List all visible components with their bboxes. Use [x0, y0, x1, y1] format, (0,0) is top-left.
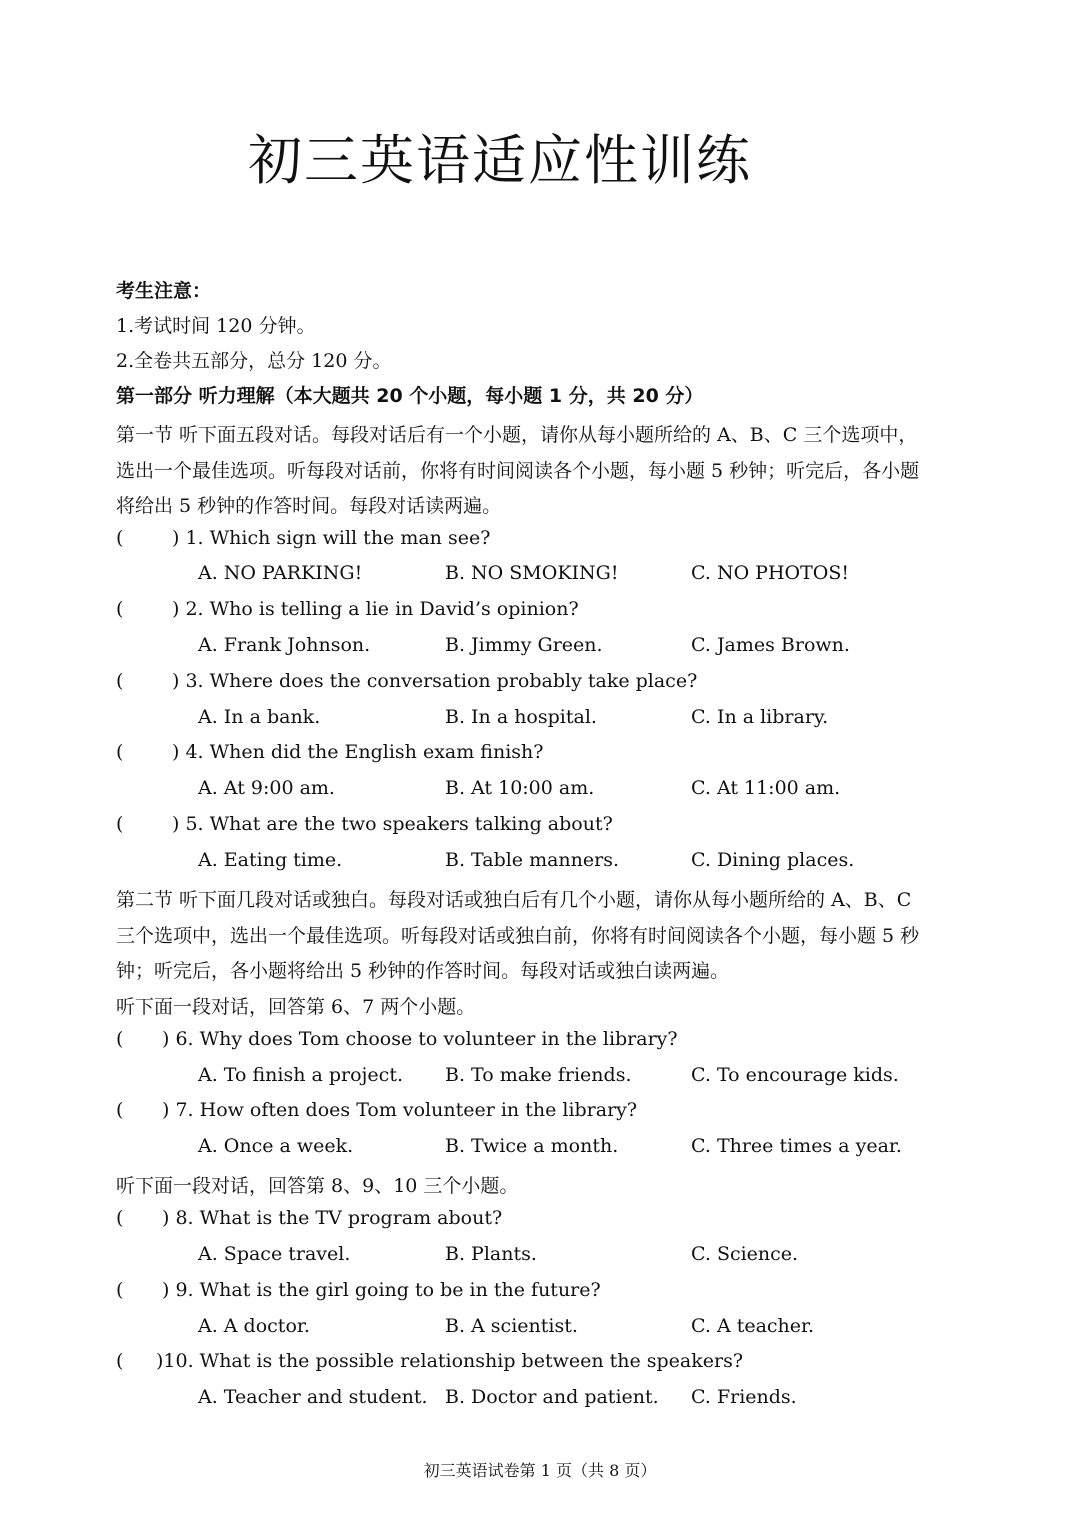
- section2-instruction-line: 三个选项中，选出一个最佳选项。听每段对话或独白前，你将有时间阅读各个小题，每小题 5 秒: [116, 925, 920, 947]
- option-c: C. Friends.: [691, 1386, 797, 1408]
- notice-item-1: 1.考试时间 120 分钟。: [116, 315, 316, 337]
- option-c: C. Science.: [691, 1243, 799, 1265]
- option-b: B. Twice a month.: [445, 1135, 619, 1157]
- question-5: [116, 813, 613, 835]
- part1-heading: 第一部分 听力理解（本大题共 20 个小题，每小题 1 分，共 20 分）: [116, 385, 704, 407]
- option-a: A. Eating time.: [198, 849, 343, 871]
- question-9: [116, 1279, 601, 1301]
- option-b: B. NO SMOKING!: [445, 562, 619, 584]
- option-a: A. At 9:00 am.: [198, 777, 335, 799]
- option-c: C. In a library.: [691, 706, 829, 728]
- answer-blank[interactable]: (: [116, 527, 124, 549]
- question-stem: ) 7. How often does Tom volunteer in the library?: [162, 1099, 638, 1121]
- question-stem: ) 1. Which sign will the man see?: [172, 527, 491, 549]
- question-stem: )10. What is the possible relationship between the speakers?: [156, 1350, 744, 1372]
- question-6: [116, 1028, 678, 1050]
- dialogue-instruction: 听下面一段对话，回答第 6、7 两个小题。: [116, 996, 476, 1018]
- question-7: [116, 1099, 637, 1121]
- section1-instruction-line: 选出一个最佳选项。听每段对话前，你将有时间阅读各个小题，每小题 5 秒钟；听完后，各小题: [116, 460, 920, 482]
- option-a: A. Space travel.: [198, 1243, 351, 1265]
- answer-blank[interactable]: (: [116, 1028, 124, 1050]
- option-b: B. Jimmy Green.: [445, 634, 603, 656]
- option-a: A. A doctor.: [198, 1315, 310, 1337]
- option-b: B. A scientist.: [445, 1315, 578, 1337]
- option-a: A. Once a week.: [198, 1135, 354, 1157]
- option-b: B. To make friends.: [445, 1064, 632, 1086]
- option-c: C. To encourage kids.: [691, 1064, 899, 1086]
- option-c: C. At 11:00 am.: [691, 777, 841, 799]
- question-stem: ) 8. What is the TV program about?: [162, 1207, 503, 1229]
- section1-instruction-line: 将给出 5 秒钟的作答时间。每段对话读两遍。: [116, 495, 502, 517]
- section1-instruction-line: 第一节 听下面五段对话。每段对话后有一个小题，请你从每小题所给的 A、B、C 三个选项中，: [116, 424, 918, 446]
- option-b: B. Plants.: [445, 1243, 537, 1265]
- section2-instruction-line: 钟；听完后，各小题将给出 5 秒钟的作答时间。每段对话或独白读两遍。: [116, 960, 730, 982]
- question-stem: ) 3. Where does the conversation probably take place?: [172, 670, 698, 692]
- page-title: 初三英语适应性训练: [248, 129, 752, 192]
- question-stem: ) 4. When did the English exam finish?: [172, 741, 544, 763]
- page-footer: 初三英语试卷第 1 页（共 8 页）: [423, 1461, 657, 1480]
- question-stem: ) 6. Why does Tom choose to volunteer in the library?: [162, 1028, 678, 1050]
- option-b: B. In a hospital.: [445, 706, 597, 728]
- question-1: [116, 527, 490, 549]
- section2-instruction-line: 第二节 听下面几段对话或独白。每段对话或独白后有几个小题，请你从每小题所给的 A、B、C: [116, 889, 912, 911]
- answer-blank[interactable]: (: [116, 1279, 124, 1301]
- question-stem: ) 2. Who is telling a lie in David’s opinion?: [172, 598, 579, 620]
- question-10: [116, 1350, 743, 1372]
- question-stem: ) 9. What is the girl going to be in the future?: [162, 1279, 601, 1301]
- answer-blank[interactable]: (: [116, 1207, 124, 1229]
- answer-blank[interactable]: (: [116, 1099, 124, 1121]
- answer-blank[interactable]: (: [116, 670, 124, 692]
- notice-item-2: 2.全卷共五部分，总分 120 分。: [116, 350, 392, 372]
- option-c: C. Three times a year.: [691, 1135, 902, 1157]
- question-8: [116, 1207, 502, 1229]
- dialogue-instruction: 听下面一段对话，回答第 8、9、10 三个小题。: [116, 1175, 519, 1197]
- option-b: B. At 10:00 am.: [445, 777, 595, 799]
- answer-blank[interactable]: (: [116, 741, 124, 763]
- question-2: [116, 598, 579, 620]
- answer-blank[interactable]: (: [116, 813, 124, 835]
- option-c: C. A teacher.: [691, 1315, 815, 1337]
- option-a: A. In a bank.: [198, 706, 321, 728]
- option-a: A. NO PARKING!: [198, 562, 363, 584]
- question-4: [116, 741, 543, 763]
- option-a: A. To finish a project.: [198, 1064, 403, 1086]
- option-c: C. NO PHOTOS!: [691, 562, 850, 584]
- answer-blank[interactable]: (: [116, 598, 124, 620]
- answer-blank[interactable]: (: [116, 1350, 124, 1372]
- question-3: [116, 670, 697, 692]
- option-b: B. Doctor and patient.: [445, 1386, 659, 1408]
- notice-heading: 考生注意：: [116, 280, 212, 302]
- option-b: B. Table manners.: [445, 849, 620, 871]
- option-c: C. Dining places.: [691, 849, 855, 871]
- option-a: A. Teacher and student.: [198, 1386, 428, 1408]
- question-stem: ) 5. What are the two speakers talking about?: [172, 813, 613, 835]
- option-c: C. James Brown.: [691, 634, 850, 656]
- option-a: A. Frank Johnson.: [198, 634, 371, 656]
